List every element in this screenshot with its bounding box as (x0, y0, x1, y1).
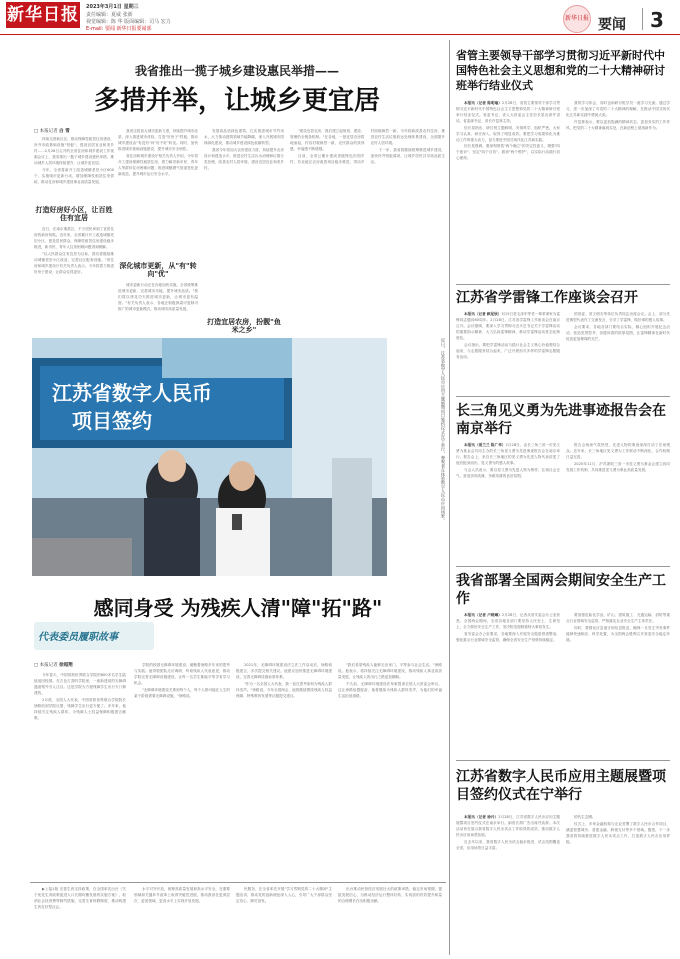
article1-byline: □ 本报记者 白 雪 (34, 129, 70, 134)
article1-subhead-1: 打造好房好小区，让百姓住有宜居 (35, 206, 113, 222)
article1-subhead-3: 打造宜居农房，扮靓"鱼米之乡" (207, 318, 281, 334)
page-number: 3 (650, 8, 664, 32)
column-logo-text: 代表委员履职故事 (38, 632, 118, 643)
news-photo (32, 338, 387, 576)
article2-title: 感同身受 为残疾人清"障"拓"路" (93, 596, 383, 620)
divider (456, 566, 670, 567)
divider (642, 8, 643, 30)
divider (456, 760, 670, 761)
right-article4-col1: 本报讯（记者 卢晓琳）2月28日，记者从省安委会办公室获悉，全国两会期间，全省各地各部门要坚持人民至上、生命至上，全力做好安全生产工作，坚决防范遏制重特大事故发生。 省安委会办公室要求，各地要深入开展安全隐患排查整治，强化重点行业领域安全监管，确保全省安全生产形势持续稳定。 (456, 613, 560, 642)
article2-byline: □ 本报记者 徐超翔 (34, 663, 73, 668)
right-article1-col1: 本报讯（记者 陈明瑜）2月28日，省管主要领导干部学习贯彻习近平新时代中国特色社会主义思想和党的二十大精神研讨班举行结业仪式。省委书记、省人大常委会主任信长星出席并讲话，省委副书记、省长许昆林主持。 信长星指出，研讨班主题鲜明、安排科学、组织严密，大家学习认真、研讨深入，取得了明显成效。要把学习成果转化为推动工作的强大动力，奋力推进中国式现代化江苏新实践。 信长星强调，要深刻领悟"两个确立"的决定性意义，增强"四个意识"、坚定"四个自信"、做到"两个维护"，以实际行动践行初心使命。 (456, 101, 560, 160)
continued-col1: ▶上接1版 完善生育支持政策，在全国率先出台《关于优化生育政策促进人口长期均衡发展的实施方案》，取消社会抚养费等制约措施，完善生育休假制度，推动构建生育友好型社会。 (34, 887, 126, 909)
article1-col1: 持续完善新社区，推动保障性租赁住房建设，补齐市政基础设施"短板"，建设宜居宜业和美乡村……2月28日召开的全省住房和城乡建设工作视频会议上，我省推出一揽子城乡建设惠民举措，推动城乡人居环境持续提升，让城乡更宜居。 今年，全省将新开工改造城镇老旧小区600个，实施城市更新行动，增加保障性租赁住房供给，推动住房和城乡建设事业高质量发展。 (34, 137, 114, 184)
right-article4-col2: 要加强危险化学品、矿山、建筑施工、交通运输、消防等重点行业领域安全监管，严格落实企业安全生产主体责任。 同时，要强化应急值守和信息报送，确保一旦发生突发事件能够快速响应、科学处置，为全国两会胜利召开营造安全稳定环境。 (566, 613, 670, 642)
right-article3-title: 长三角见义勇为先进事迹报告会在南京举行 (456, 403, 666, 437)
right-article3-col2: 报告会现场气氛热烈，先进人物的事迹深深打动了在场观众。近年来，长三角地区见义勇为工作联动不断深化，合作机制日益完善。 2020年11月，沪苏浙皖三省一市见义勇为基金会建立协同发展工作机制，共同推进见义勇为事业高质量发展。 (566, 443, 670, 472)
column-logo (34, 622, 154, 650)
editor-line: 责任编辑：夏威 张新 (86, 12, 133, 18)
issue-date: 2023年3月1日 星期三 (86, 4, 139, 10)
photo-caption: 近日，江苏省数字人民币应用主题展暨项目签约仪式在宁举行，参观者在体验数字人民币应用场景。 (441, 338, 446, 523)
article2-col4: "我们希望残疾人能够走出家门，平等参与社会生活。"徐路说。他表示，将持续关注无障碍环境建设，推动残疾人事业高质量发展，让残疾人的出行之路更加顺畅。 不久前，无障碍环境建设法草案提请全国人大常委会审议，这让徐路倍感振奋，他将继续为残疾人群体发声，为他们的幸福生活拓宽道路。 (338, 663, 442, 698)
continued-col2: 水平对外开放，统筹高质量发展和高水平安全，在重要领域和关键环节改革上取得突破性进展，推动我省在更深层次、更宽领域、更高水平上实现开放发展。 (134, 887, 230, 903)
newspaper-logo: 新华日报 (6, 2, 80, 28)
seal-icon: 新华日报 (563, 5, 591, 33)
article2-col1: 今年春天，中国常熟世界联合学院的600多名学生陆续返回校园。在古色古香的学院里，一座新建成的无障碍通道格外引人注目。这是学院为方便残障学生出行专门修建的。 2月底，全国人大代表、中国常熟世界联合学院院长徐路收到学院反馈，残障学生出行更方便了。多年来，他持续关注残疾人群体，为残障人士权益保障积极建言献策。 (34, 673, 126, 720)
right-article4-title: 我省部署全国两会期间安全生产工作 (456, 573, 666, 607)
right-article2-col2: 团省委、省文明办等单位负责同志出席会议。会上，部分先进典型代表作了交流发言，分享了学雷锋、做好事的感人故事。 会议要求，各地各部门要结合实际，精心组织开展纪念活动，营造见贤思齐、崇德向善的浓厚氛围，让雷锋精神在新时代绽放更加璀璨的光芒。 (566, 312, 670, 341)
article1-col4: "建设宜居农房，我们建立起规划、建设、管理的全链条机制。"在各地，一批宜居农房拔地而起，村容村貌焕然一新，农民群众的获得感、幸福感不断增强。 目前，全省已累计建成省级特色田园乡村，苏北地区农房改善项目稳步推进，带动乡村面貌焕然一新。今年将新改善农村住房，推进农村生活垃圾收运处理体系建设，全面提升农村人居环境。 下一步，我省将继续统筹推进城乡建设，加快补齐短板弱项，让城乡居民共享高品质生活。 (290, 129, 445, 164)
article1-col2: 我省还将加大城市更新力度，持续提升城市品质，深入推进城市体检，打造"好房子"样板，推动城市建设由"有没有"向"好不好"转变。同时，加快推进城市基础设施建设，提升城市安全韧性。 省住房和城乡建设厅相关负责人介绍，今年将开工建设保障性租赁住房，着力解决新市民、青年人等群体住房困难问题；推进城镇燃气管道老化更新改造，提升城市运行安全水平。 (118, 129, 198, 176)
article2-col2: 学院的校园无障碍环境建设，凝聚着徐路多年来的思考与实践。他带领团队走访调研，听取残疾人代表意见，推动学院完善无障碍设施建设，让每一名学生都能平等享有学习机会。 "无障碍环境建设关系到每个人，每个人都可能在人生的某个阶段需要无障碍设施。"徐路说。 (134, 663, 230, 698)
article1-col3: 发展高品质绿色建筑，扎实推进城市节约用水，大力推动建筑领域节能降碳，深入开展城市园林绿化建设，推动城乡建设绿色低碳转型。 我省今年将加大农房建设力度，持续提升农房设计和建造水平，推进农村生活污水治理和垃圾分类处理，改善农村人居环境，建设宜居宜业和美乡村。 (204, 129, 284, 170)
article1-col2b: 城市更新行动正在各地加快实施。全省统筹推进城市更新，完善城市功能，提升城市品质。"我们将以绣花功夫推进城市更新，让城市更有温度。"有关负责人表示，各地正积极探索可复制可推广的城市更新模式，推动城市高质量发展。 (118, 283, 198, 311)
right-article5-col1: 本报讯（记者 徐丹）2月28日，江苏省数字人民币应用主题展暨项目签约仪式在南京举行。副省长胡广杰出席并致辞。本次活动旨在展示我省数字人民币试点工作取得的成效，推动数字人民币应用场景拓展。 自去年以来，我省数字人民币试点稳步推进，试点范围覆盖全省，应用场景日益丰富。 (456, 815, 560, 850)
masthead (0, 0, 680, 35)
divider (456, 396, 670, 397)
tagline: E-mail: 要闻 新华日报要闻部 (86, 26, 152, 32)
bottom-divider (30, 882, 446, 883)
editor-line-2: 视觉编辑：陈 华 版面编辑：司马 宏力 (86, 19, 171, 25)
right-article3-col1: 本报讯（胡兰兰 陈广华）2月28日，由长三角三省一市见义勇为基金会共同主办的长三角见义勇为先进事迹报告会在南京举行。报告会上，来自长三角地区的见义勇为先进人物代表讲述了他们挺身而出、见义勇为的感人故事。 与会人员表示，要以见义勇为先进人物为榜样，弘扬社会正气，营造崇尚英雄、争做英雄的良好氛围。 (456, 443, 560, 478)
article1-kicker: 我省推出一揽子城乡建设惠民举措—— (134, 64, 339, 78)
photo-illustration (32, 338, 387, 576)
article1-subhead-2: 深化城市更新，从"有"转向"优" (119, 262, 197, 278)
column-divider (449, 40, 450, 955)
article2-col3: 2021年，无障碍环境建设法立法工作启动后，徐路积极建言，多次提交相关建议。他建议加快推进无障碍环境建设，完善无障碍设施标准体系。 "作为一名全国人大代表，我一直在思考如何为残疾人群体发声。"徐路说。今年全国两会，他将继续围绕残疾人权益保障、特殊教育发展等议题提交建议。 (236, 663, 332, 698)
continued-col4: 出台推动民营经济发展壮大的政策举措，稳定市场预期，提振发展信心，为推动经济运行整体好转、实现质的有效提升和量的合理增长作出积极贡献。 (338, 887, 442, 903)
article1-title: 多措并举，让城乡更宜居 (93, 86, 380, 116)
article1-col1b: 近日，在南京秦淮区，不少居民拿到了宜居住房的新房钥匙。近年来，全省累计开工改造城镇老旧小区，惠及居民群众，保障性租赁住房建设稳步推进，新市民、青年人住房困难问题得到缓解。 "以人民群众住有宜居为目标，我们将继续推动城镇老旧小区改造，完善社区配套设施。"省住房和城乡建设厅有关负责人表示，今年将着力推进好房子建设，让群众住得更好。 (34, 227, 114, 274)
section-title: 要闻 (598, 17, 626, 33)
continued-col3: 民服务，在全省率先开展"学习贯彻党的二十大精神"主题宣讲，推动党的创新理论深入人心，引导广大干部群众坚定信心、踔厉奋发。 (236, 887, 332, 903)
svg-text:项目签约: 项目签约 (72, 409, 152, 433)
divider (456, 284, 670, 285)
right-article1-col2: 我的学习体会，同时也和研讨班学员一道学习交流。通过学习，进一步加深了对党的二十大精神的理解，在推动中国式现代化江苏新实践中勇挑大梁。 许昆林表示，要以更加饱满的精神状态、更加务实的工作作风，把党的二十大精神落到实处，在新征程上展现新作为。 (566, 101, 670, 130)
right-article2-title: 江苏省学雷锋工作座谈会召开 (456, 290, 638, 306)
right-article5-title: 江苏省数字人民币应用主题展暨项目签约仪式在宁举行 (456, 769, 666, 803)
svg-text:江苏省数字人民币: 江苏省数字人民币 (52, 381, 212, 405)
right-article5-col2: 团代生态圈。 仪式上，多家金融机构与企业签署了数字人民币合作项目，涵盖智慧城市、普惠金融、跨境支付等多个领域。据悉，下一步我省将持续推进数字人民币试点工作，打造数字人民币应用样板。 (566, 815, 670, 844)
right-article1-title: 省管主要领导干部学习贯彻习近平新时代中国特色社会主义思想和党的二十大精神研讨班举行结业仪式 (456, 49, 665, 92)
right-article2-col1: 本报讯（记者 顾星欣）3月5日是毛泽东等老一辈革命家为雷锋同志题词60周年。2月28日，江苏省学雷锋工作座谈会在南京召开。会议强调，要深入学习贯彻习近平总书记关于学雷锋活动的重要指示精神，大力弘扬雷锋精神，推动学雷锋活动常态化制度化。 会议指出，要把学雷锋活动与践行社会主义核心价值观结合起来，与志愿服务结合起来，广泛开展形式多样的学雷锋志愿服务活动。 (456, 312, 560, 359)
